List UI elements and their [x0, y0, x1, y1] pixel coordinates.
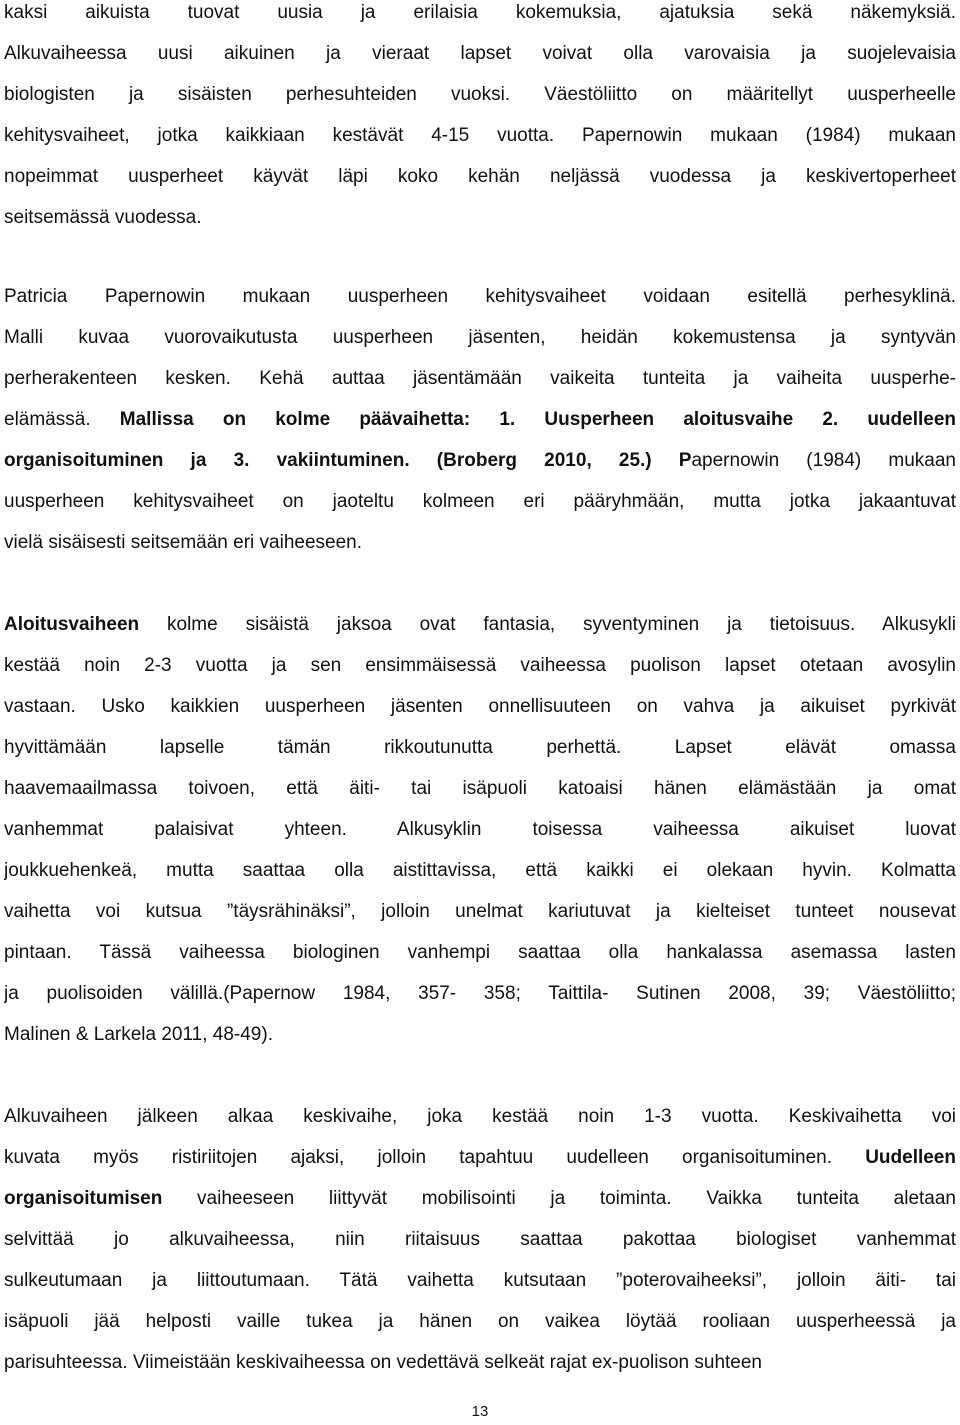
text-run: isäpuoli jää helposti vaille tukea ja hänen on vaikea löytää rooliaan uusperheessä ja: [4, 1311, 956, 1332]
text-line: [4, 317, 956, 358]
text-line: [4, 1178, 956, 1219]
text-run: Malinen & Larkela 2011, 48-49).: [4, 1024, 273, 1045]
text-line: [4, 1260, 956, 1301]
paragraph-2: [4, 276, 956, 563]
text-run: apernowin (1984) mukaan: [691, 450, 956, 471]
text-run: kuvata myös ristiriitojen ajaksi, jolloin tapahtuu uudelleen organisoituminen.: [4, 1147, 866, 1168]
text-run: vanhemmat palaisivat yhteen. Alkusyklin toisessa vaiheessa aikuiset luovat: [4, 819, 956, 840]
text-line: [4, 973, 956, 1014]
paragraph-3: [4, 604, 956, 1055]
text-line: [4, 809, 956, 850]
text-run: Patricia Papernowin mukaan uusperheen kehitysvaiheet voidaan esitellä perhesyklinä.: [4, 286, 956, 307]
bold-text-run: Mallissa on kolme päävaihetta: 1. Uusperheen aloitusvaihe 2. uudelleen: [119, 409, 956, 430]
text-run: kehitysvaiheet, jotka kaikkiaan kestävät 4-15 vuotta. Papernowin mukaan (1984) mukaan: [4, 125, 956, 146]
text-line: [4, 1096, 956, 1137]
text-run: hyvittämään lapselle tämän rikkoutunutta perhettä. Lapset elävät omassa: [4, 737, 956, 758]
bold-text-run: Aloitusvaiheen: [4, 614, 140, 635]
text-run: haavemaailmassa toivoen, että äiti- tai isäpuoli katoaisi hänen elämästään ja omat: [4, 778, 956, 799]
text-run: kaksi aikuista tuovat uusia ja erilaisia kokemuksia, ajatuksia sekä näkemyksiä.: [4, 2, 956, 23]
text-line: [4, 727, 956, 768]
text-line: [4, 1301, 956, 1342]
paragraph-4: [4, 1096, 956, 1383]
text-run: biologisten ja sisäisten perhesuhteiden vuoksi. Väestöliitto on määritellyt uusperheelle: [4, 84, 956, 105]
text-run: Alkuvaiheessa uusi aikuinen ja vieraat lapset voivat olla varovaisia ja suojelevaisia: [4, 43, 956, 64]
text-line: [4, 440, 956, 481]
text-run: Alkuvaiheen jälkeen alkaa keskivaihe, joka kestää noin 1-3 vuotta. Keskivaihetta voi: [4, 1106, 956, 1127]
text-line: [4, 115, 956, 156]
text-line: [4, 399, 956, 440]
text-run: kolme sisäistä jaksoa ovat fantasia, syventyminen ja tietoisuus. Alkusykli: [139, 614, 956, 635]
text-line: [4, 276, 956, 317]
text-run: joukkuehenkeä, mutta saattaa olla aistittavissa, että kaikki ei olekaan hyvin. Kolmatta: [4, 860, 956, 881]
text-run: vaihetta voi kutsua ”täysrähinäksi”, jolloin unelmat kariutuvat ja kielteiset tunteet nousevat: [4, 901, 956, 922]
bold-text-run: Uudelleen: [865, 1147, 956, 1168]
text-line: [4, 522, 956, 563]
text-run: uusperheen kehitysvaiheet on jaoteltu kolmeen eri pääryhmään, mutta jotka jakaantuvat: [4, 491, 956, 512]
paragraph-1: [4, 0, 956, 238]
text-line: [4, 1342, 956, 1383]
text-line: [4, 1219, 956, 1260]
text-run: kestää noin 2-3 vuotta ja sen ensimmäisessä vaiheessa puolison lapset otetaan avosylin: [4, 655, 956, 676]
text-run: selvittää jo alkuvaiheessa, niin riitaisuus saattaa pakottaa biologiset vanhemmat: [4, 1229, 956, 1250]
text-line: [4, 1137, 956, 1178]
text-line: [4, 197, 956, 238]
text-line: [4, 604, 956, 645]
text-run: pintaan. Tässä vaiheessa biologinen vanhempi saattaa olla hankalassa asemassa lasten: [4, 942, 956, 963]
text-line: [4, 932, 956, 973]
text-line: [4, 645, 956, 686]
text-run: elämässä.: [4, 409, 120, 430]
text-line: [4, 850, 956, 891]
text-line: [4, 358, 956, 399]
text-line: [4, 74, 956, 115]
text-line: [4, 1014, 956, 1055]
text-run: parisuhteessa. Viimeistään keskivaiheessa on vedettävä selkeät rajat ex-puolison suhteen: [4, 1352, 762, 1373]
page-number: 13: [471, 1403, 489, 1420]
text-line: [4, 891, 956, 932]
text-run: Malli kuvaa vuorovaikutusta uusperheen jäsenten, heidän kokemustensa ja syntyvän: [4, 327, 956, 348]
text-line: [4, 768, 956, 809]
bold-text-run: organisoituminen ja 3. vakiintuminen. (Broberg 2010, 25.) P: [4, 450, 692, 471]
text-run: vaiheeseen liittyvät mobilisointi ja toiminta. Vaikka tunteita aletaan: [162, 1188, 956, 1209]
text-line: [4, 156, 956, 197]
text-line: [4, 481, 956, 522]
bold-text-run: organisoitumisen: [4, 1188, 163, 1209]
text-run: seitsemässä vuodessa.: [4, 207, 202, 228]
text-run: sulkeutumaan ja liittoutumaan. Tätä vaihetta kutsutaan ”poterovaiheeksi”, jolloin äiti- tai: [4, 1270, 956, 1291]
text-line: [4, 686, 956, 727]
text-run: vastaan. Usko kaikkien uusperheen jäsenten onnellisuuteen on vahva ja aikuiset pyrkivät: [4, 696, 956, 717]
text-line: [4, 33, 956, 74]
text-run: ja puolisoiden välillä.(Papernow 1984, 357- 358; Taittila- Sutinen 2008, 39; Väestöliitto;: [4, 983, 956, 1004]
text-run: perherakenteen kesken. Kehä auttaa jäsentämään vaikeita tunteita ja vaiheita uusperhe-: [4, 368, 956, 389]
text-run: nopeimmat uusperheet käyvät läpi koko kehän neljässä vuodessa ja keskivertoperheet: [4, 166, 956, 187]
text-line: [4, 0, 956, 33]
text-run: vielä sisäisesti seitsemään eri vaiheeseen.: [4, 532, 363, 553]
